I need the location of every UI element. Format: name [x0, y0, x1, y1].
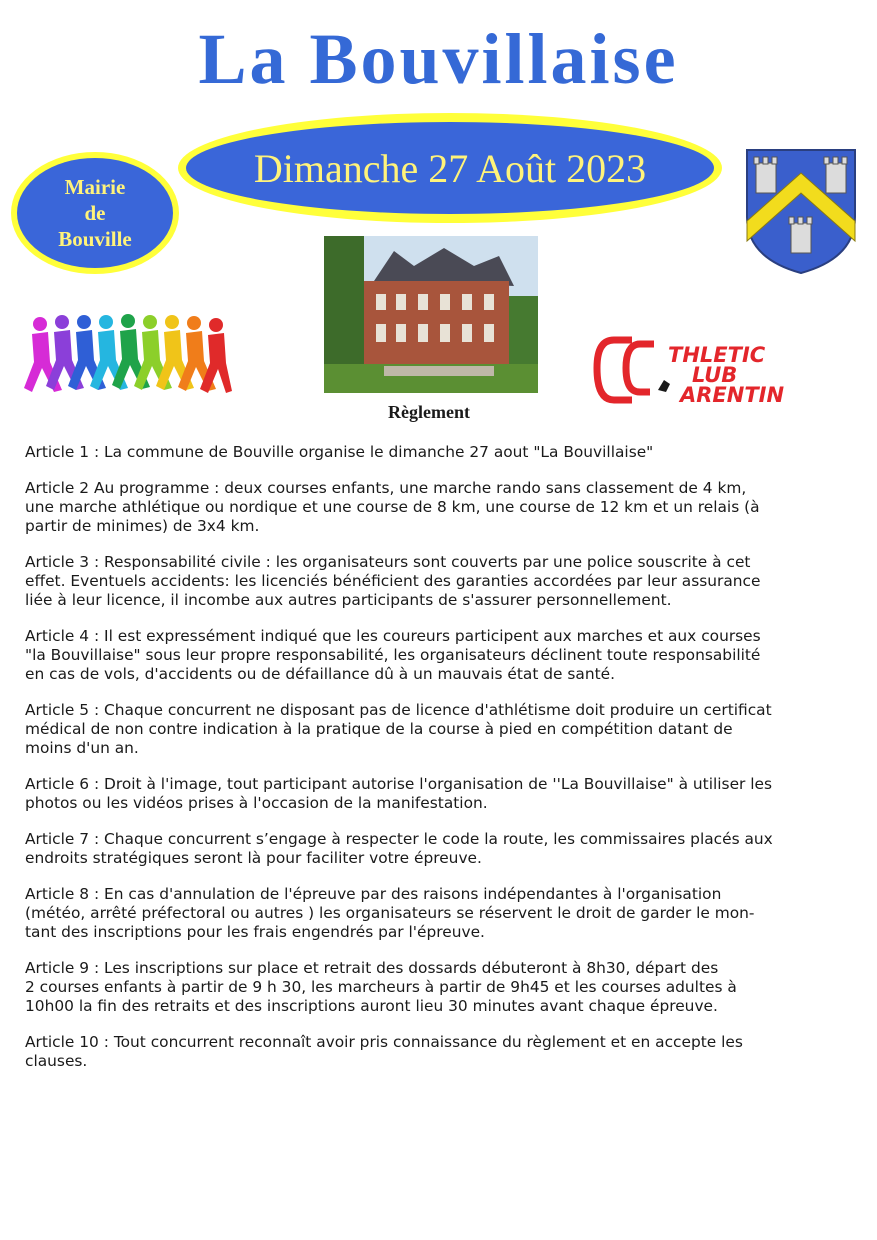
article-2: Article 2 Au programme : deux courses enfants, une marche rando sans classement de 4 km, une marche athlétique ou nordique et une course de 8 km, une course de 12 km et un relais (à partir de minimes) de 3x4 km.: [25, 479, 760, 535]
article-3: Article 3 : Responsabilité civile : les organisateurs sont couverts par une police souscrite à cet effet. Eventuels accidents: les licenciés bénéficient des garanties accordées par leur assurance liée à leur licence, il incombe aux autres participants de s'assurer personnellement.: [25, 553, 761, 609]
date-oval: [178, 113, 722, 223]
article-9: Article 9 : Les inscriptions sur place et retrait des dossards débuteront à 8h30, départ des 2 courses enfants à partir de 9 h 30, les marcheurs à partir de 9h45 et les courses adultes à 10h00 la fin des retraits et des inscriptions auront lieu 30 minutes avant chaque épreuve.: [25, 959, 737, 1015]
articles-list: [25, 443, 835, 1088]
article-7: Article 7 : Chaque concurrent s’engage à respecter le code la route, les commissaires placés aux endroits stratégiques seront là pour faciliter votre épreuve.: [25, 830, 773, 867]
club-line-1: THLETIC: [668, 343, 766, 367]
article-6: Article 6 : Droit à l'image, tout participant autorise l'organisation de ''La Bouvillaise" à utiliser les photos ou les vidéos prises à l'occasion de la manifestation.: [25, 775, 773, 812]
club-line-3: ARENTIN: [680, 383, 785, 407]
article-4: Article 4 : Il est expressément indiqué que les coureurs participent aux marches et aux courses "la Bouvillaise" sous leur propre responsabilité, les organisateurs déclinent toute responsabilité en cas de vols, d'accidents ou de défaillance dû à un mauvais état de santé.: [25, 627, 761, 683]
mairie-line-3: Bouville: [58, 227, 132, 251]
club-line-2: LUB: [692, 363, 738, 387]
mairie-oval: [11, 152, 179, 274]
article-1: Article 1 : La commune de Bouville organise le dimanche 27 aout "La Bouvillaise": [25, 443, 654, 461]
mairie-line-2: de: [84, 201, 106, 225]
article-10: Article 10 : Tout concurrent reconnaît avoir pris connaissance du règlement et en accepte les clauses.: [25, 1033, 743, 1070]
article-8: Article 8 : En cas d'annulation de l'épreuve par des raisons indépendantes à l'organisation (météo, arrêté préfectoral ou autres ) les organisateurs se réservent le droit de garder le mon- tant des inscriptions pour les frais engendrés par l'épreuve.: [25, 885, 755, 941]
reglement-heading: Règlement: [388, 402, 470, 422]
article-5: Article 5 : Chaque concurrent ne disposant pas de licence d'athlétisme doit produire un certificat médical de non contre indication à la pratique de la course à pied en compétition datant de moins d'un an.: [25, 701, 772, 757]
coat-of-arms-icon: [744, 147, 858, 275]
runners-icon: [22, 312, 234, 400]
event-date: Dimanche 27 Août 2023: [186, 122, 714, 214]
chateau-photo: [324, 236, 538, 393]
mairie-line-1: Mairie: [64, 175, 126, 199]
page-title: La Bouvillaise: [198, 19, 679, 99]
club-logo: [592, 330, 824, 410]
